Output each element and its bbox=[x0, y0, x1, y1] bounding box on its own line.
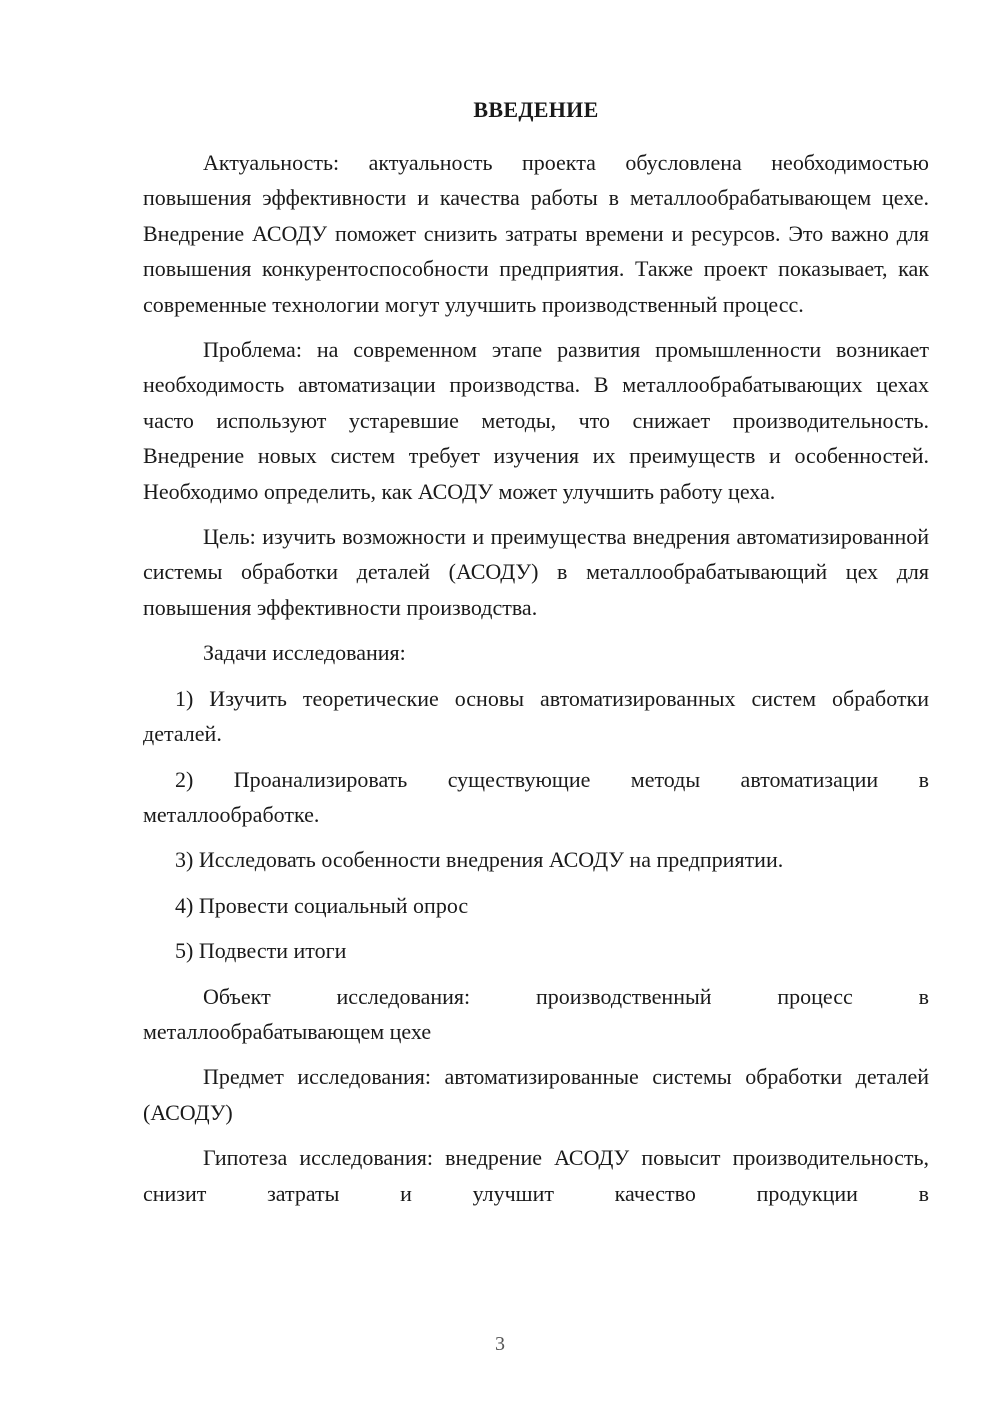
page-content bbox=[143, 94, 929, 1221]
task-item-2: 2) Проанализировать существующие методы автоматизации в металлообработке. bbox=[143, 766, 929, 827]
page-number: 3 bbox=[495, 1333, 505, 1355]
paragraph-tasks-heading: Задачи исследования: bbox=[203, 640, 406, 666]
paragraph-hypothesis: Гипотеза исследования: внедрение АСОДУ повысит производительность, снизит затраты и улучшит качество продукции в bbox=[143, 1145, 929, 1206]
paragraph-object: Объект исследования: производственный процесс в металлообрабатывающем цехе bbox=[143, 983, 929, 1044]
paragraph-subject: Предмет исследования: автоматизированные системы обработки деталей (АСОДУ) bbox=[143, 1064, 929, 1125]
task-item-1: 1) Изучить теоретические основы автоматизированных систем обработки деталей. bbox=[143, 685, 929, 747]
task-item-3: 3) Исследовать особенности внедрения АСОДУ на предприятии. bbox=[175, 847, 784, 873]
paragraph-goal: Цель: изучить возможности и преимущества внедрения автоматизированной системы обработки деталей (АСОДУ) в металлообрабатывающий цех для повышения эффективности производства. bbox=[143, 524, 929, 620]
page-title: ВВЕДЕНИЕ bbox=[473, 97, 599, 122]
paragraph-relevance: Актуальность: актуальность проекта обусловлена необходимостью повышения эффективности и качества работы в металлообрабатывающем цехе. Внедрение АСОДУ поможет снизить затраты времени и ресурсов. Это важно для повышения конкурентоспособности предприятия. Также проект показывает, как современные технологии могут улучшить производственный процесс. bbox=[143, 150, 929, 317]
task-item-4: 4) Провести социальный опрос bbox=[175, 892, 469, 918]
task-item-5: 5) Подвести итоги bbox=[175, 938, 347, 964]
paragraph-problem: Проблема: на современном этапе развития промышленности возникает необходимость автоматизации производства. В металлообрабатывающих цехах часто используют устаревшие методы, что снижает производительность. Внедрение новых систем требует изучения их преимуществ и особенностей. Необходимо определить, как АСОДУ может улучшить работу цеха. bbox=[143, 337, 929, 504]
